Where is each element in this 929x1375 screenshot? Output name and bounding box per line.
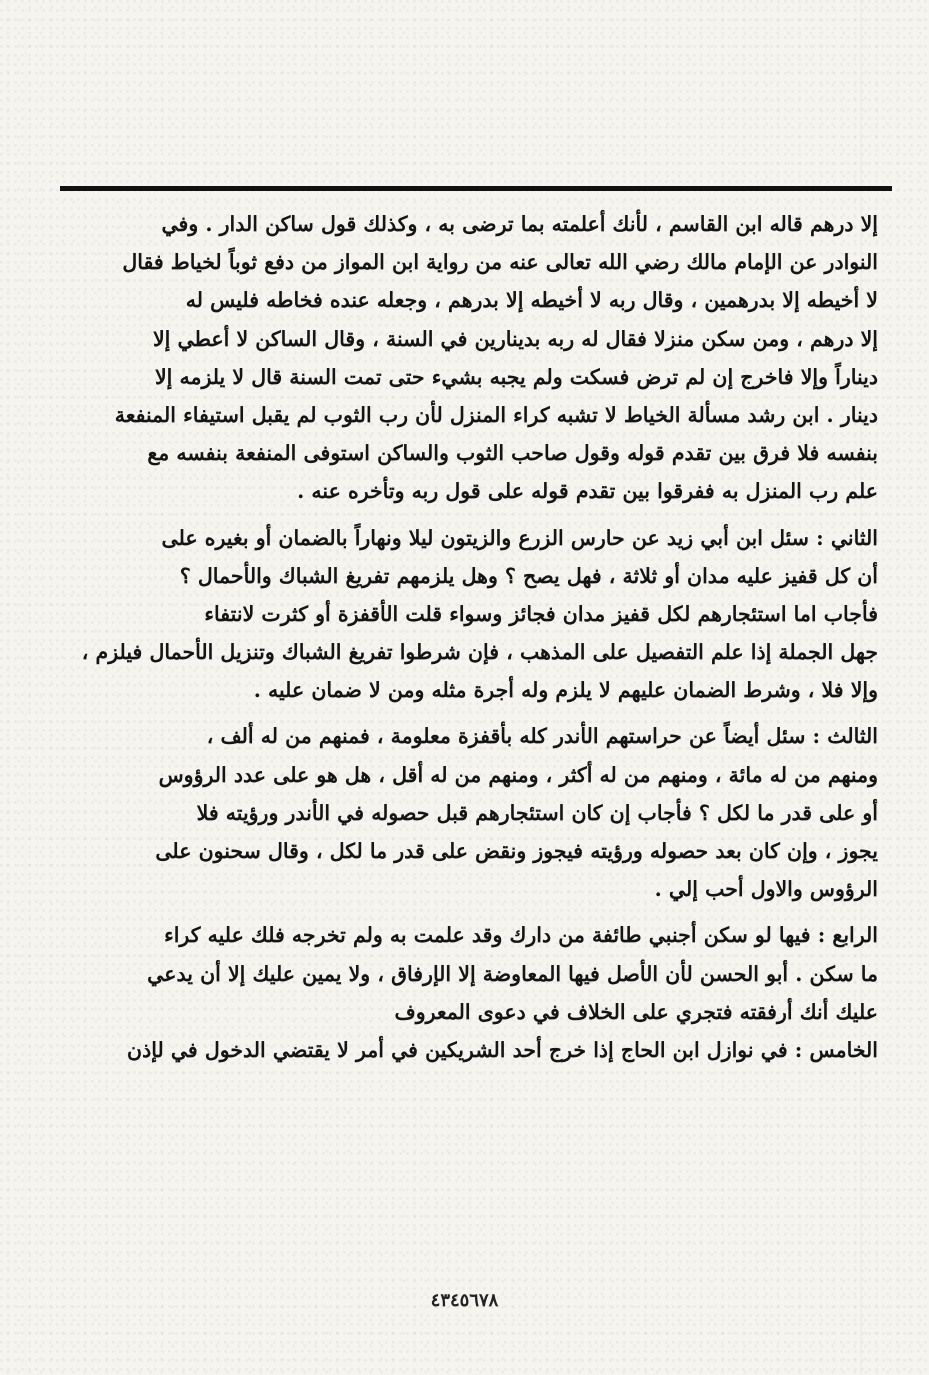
text-line: فأجاب اما استئجارهم لكل قفيز مدان فجائز وسواء قلت الأقفزة أو كثرت لانتفاء — [204, 601, 878, 626]
text-line: ومنهم من له مائة ، ومنهم من له أكثر ، ومنهم من له أقل ، هل هو على عدد الرؤوس — [158, 762, 878, 787]
text-line: يجوز ، وإن كان بعد حصوله ورؤيته فيجوز ونقض على قدر ما لكل ، وقال سحنون على — [155, 839, 878, 863]
text-line: الثاني : سئل ابن أبي زيد عن حارس الزرع والزيتون ليلا ونهاراً بالضمان أو بغيره على — [161, 525, 878, 550]
text-line: إلا درهم ، ومن سكن منزلا فقال له ربه بدينارين في السنة ، وقال الساكن لا أعطي إلا — [152, 326, 878, 351]
paragraph-fourth — [68, 916, 878, 1069]
text-line: الخامس : في نوازل ابن الحاج إذا خرج أحد الشريكين في أمر لا يقتضي الدخول في لإذن — [127, 1037, 878, 1062]
paragraph-intro — [68, 205, 878, 511]
text-line: إلا درهم قاله ابن القاسم ، لأنك أعلمته بما ترضى به ، وكذلك قول ساكن الدار . وفي — [161, 212, 878, 236]
text-line: الرابع : فيها لو سكن أجنبي طائفة من دارك وقد علمت به ولم تخرجه فلك عليه كراء — [164, 923, 878, 948]
text-line: لا أخيطه إلا بدرهمين ، وقال ربه لا أخيطه إلا بدرهم ، وجعله عنده فخاطه فليس له — [185, 288, 878, 313]
text-line: ما سكن . أبو الحسن لأن الأصل فيها المعاوضة إلا الإرفاق ، ولا يمين عليك إلا أن يدعي — [147, 961, 878, 986]
page-marker: ٤٣٤٥٦٧٨ — [430, 1290, 499, 1311]
text-line: عليك أنك أرفقته فتجري على الخلاف في دعوى المعروف — [394, 999, 878, 1024]
text-line: ديناراً وإلا فاخرج إن لم ترض فسكت ولم يجبه بشيء حتى تمت السنة قال لا يلزمه إلا — [154, 364, 878, 389]
text-line: أن كل قفيز عليه مدان أو ثلاثة ، فهل يصح ؟ وهل يلزمهم تفريغ الشباك والأحمال ؟ — [179, 563, 878, 588]
text-line: وإلا فلا ، وشرط الضمان عليهم لا يلزم وله أجرة مثله ومن لا ضمان عليه . — [253, 678, 878, 703]
document-body — [68, 205, 878, 1069]
paragraph-third — [68, 717, 878, 908]
text-line: الرؤوس والاول أحب إلي . — [654, 877, 878, 902]
text-line: أو على قدر ما لكل ؟ فأجاب إن كان استئجارهم قبل حصوله في الأندر ورؤيته فلا — [196, 800, 878, 825]
text-line: جهل الجملة إذا علم التفصيل على المذهب ، فإن شرطوا تفريغ الشباك وتنزيل الأحمال فيلزم ، — [81, 640, 878, 665]
paragraph-second — [68, 519, 878, 710]
text-line: علم رب المنزل به ففرقوا بين تقدم قوله على قول ربه وتأخره عنه . — [297, 479, 878, 504]
text-line: الثالث : سئل أيضاً عن حراستهم الأندر كله بأقفزة معلومة ، فمنهم من له ألف ، — [206, 724, 878, 749]
header-rule — [60, 186, 892, 191]
text-line: النوادر عن الإمام مالك رضي الله تعالى عنه من رواية ابن المواز من دفع ثوباً لخياط فقال — [122, 250, 878, 275]
text-line: دينار . ابن رشد مسألة الخياط لا تشبه كراء المنزل لأن رب الثوب لم يقبل استيفاء المنفعة — [114, 402, 878, 427]
text-line: بنفسه فلا فرق بين تقدم قوله وقول صاحب الثوب والساكن استوفى المنفعة بنفسه مع — [147, 441, 878, 466]
